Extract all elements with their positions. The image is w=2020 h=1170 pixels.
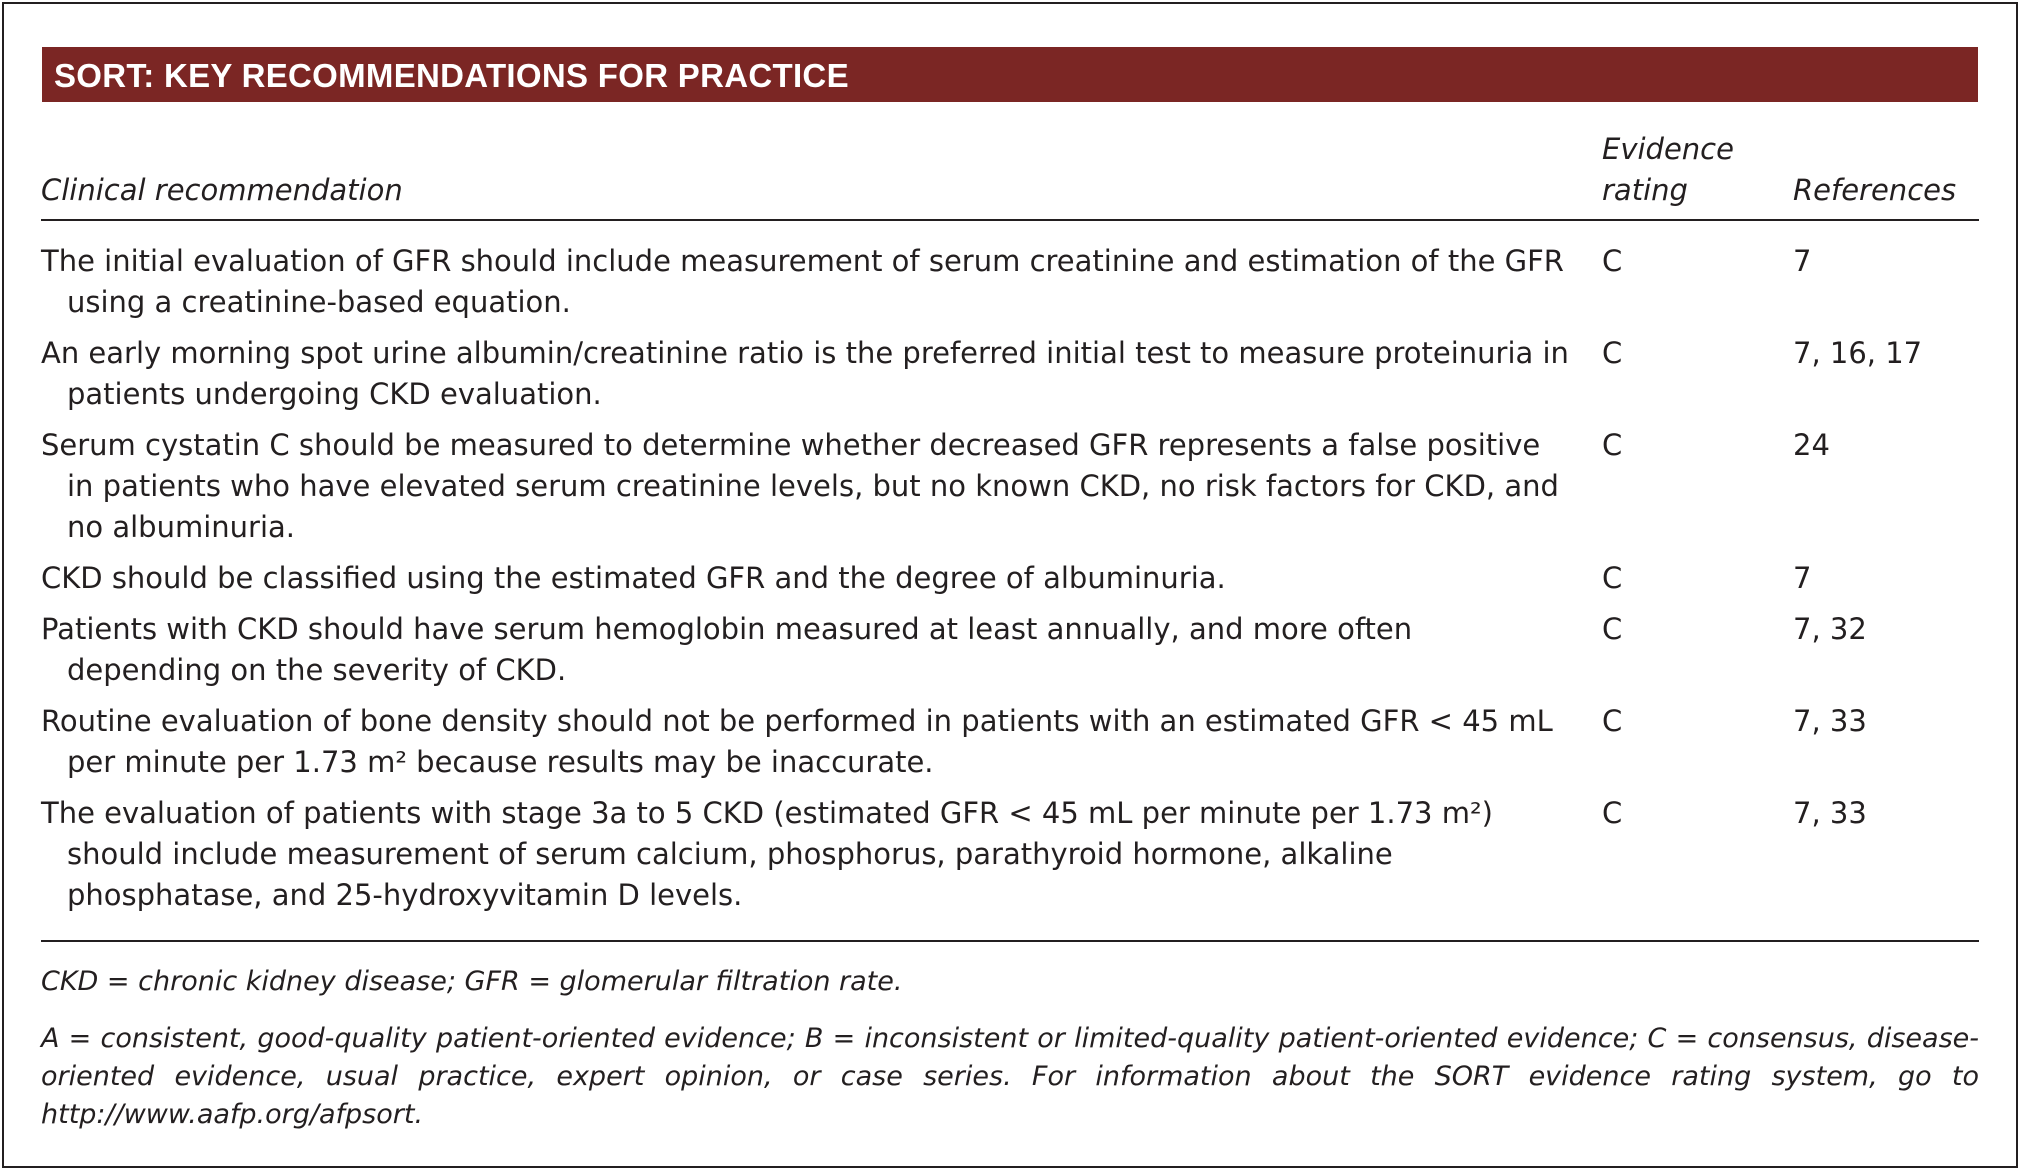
evidence-rating: C: [1602, 612, 1623, 646]
table-row: [41, 558, 1979, 599]
table-row: [41, 793, 1979, 916]
references: 24: [1793, 428, 1830, 462]
references: 7, 33: [1793, 796, 1867, 830]
references: 7: [1793, 561, 1812, 595]
recommendation-text: CKD should be classified using the estimated GFR and the degree of albuminuria.: [41, 561, 1226, 595]
evidence-rating: C: [1602, 796, 1623, 830]
table-title-banner: SORT: KEY RECOMMENDATIONS FOR PRACTICE: [42, 47, 1978, 102]
references: 7, 16, 17: [1793, 336, 1923, 370]
references: 7, 32: [1793, 612, 1867, 646]
evidence-rating: C: [1602, 428, 1623, 462]
evidence-rating: C: [1602, 244, 1623, 278]
header-evidence-rating-line1: Evidence: [1602, 132, 1734, 166]
recommendations-table: [41, 241, 1979, 926]
evidence-rating: C: [1602, 561, 1623, 595]
recommendation-text: Patients with CKD should have serum hemoglobin measured at least annually, and more often depending on the severity of CKD.: [41, 612, 1413, 687]
table-row: [41, 609, 1979, 691]
table-row: [41, 701, 1979, 783]
evidence-rating: C: [1602, 336, 1623, 370]
table-row: [41, 333, 1979, 415]
evidence-rating: C: [1602, 704, 1623, 738]
header-evidence-rating-line2: rating: [1602, 173, 1688, 207]
recommendation-text: The evaluation of patients with stage 3a to 5 CKD (estimated GFR < 45 mL per minute per 1.73 m²) should include measurement of serum calcium, phosphorus, parathyroid hormone, alkaline phosphatase, and 25-hydroxyvitamin D levels.: [41, 796, 1493, 912]
recommendation-text: Routine evaluation of bone density should not be performed in patients with an estimated GFR < 45 mL per minute per 1.73 m² because results may be inaccurate.: [41, 704, 1553, 779]
rating-key-footnote: A = consistent, good-quality patient-oriented evidence; B = inconsistent or limited-quality patient-oriented evidence; C = consensus, disease-oriented evidence, usual practice, expert opinion, or case series. For information about the SORT evidence rating system, go to http://www.aafp.org/afpsort.: [41, 1023, 1979, 1130]
header-references: References: [1793, 173, 1957, 207]
table-row: [41, 241, 1979, 323]
recommendation-text: An early morning spot urine albumin/creatinine ratio is the preferred initial test to measure proteinuria in patients undergoing CKD evaluation.: [41, 336, 1569, 411]
header-clinical-recommendation: Clinical recommendation: [41, 173, 403, 207]
abbreviations-footnote: CKD = chronic kidney disease; GFR = glomerular filtration rate.: [41, 966, 903, 997]
recommendation-text: The initial evaluation of GFR should include measurement of serum creatinine and estimation of the GFR using a creatinine-based equation.: [41, 244, 1564, 319]
references: 7: [1793, 244, 1812, 278]
table-row: [41, 425, 1979, 548]
recommendation-text: Serum cystatin C should be measured to determine whether decreased GFR represents a false positive in patients who have elevated serum creatinine levels, but no known CKD, no risk factors for CKD, and no albuminuria.: [41, 428, 1559, 544]
header-evidence-rating: [1602, 129, 1734, 211]
references: 7, 33: [1793, 704, 1867, 738]
header-rule: [41, 219, 1979, 221]
table-bottom-rule: [41, 940, 1979, 942]
